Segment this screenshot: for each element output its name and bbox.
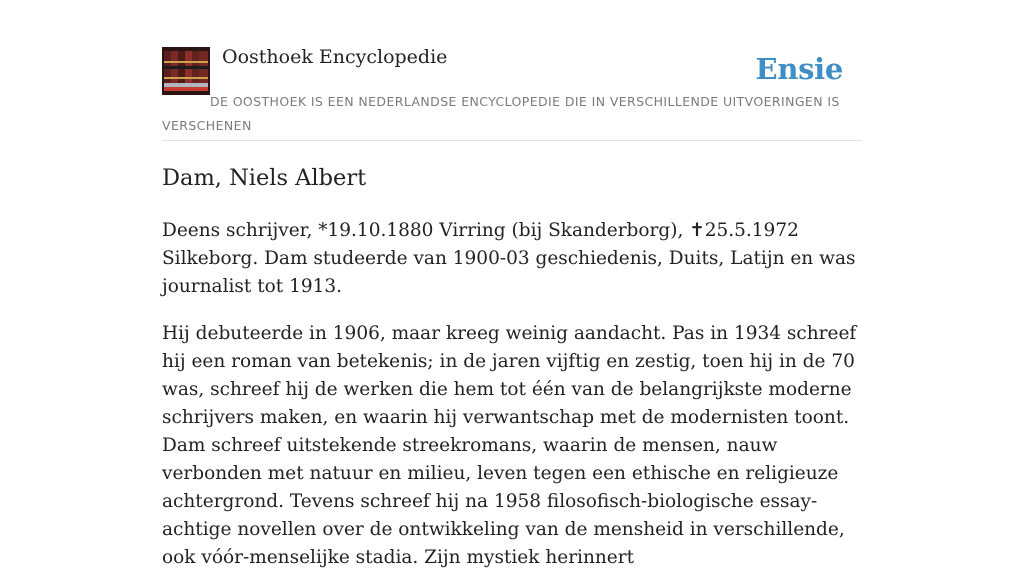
encyclopedia-avatar[interactable] <box>162 47 210 95</box>
site-tagline: DE OOSTHOEK IS EEN NEDERLANDSE ENCYCLOPEDIE DIE IN VERSCHILLENDE UITVOERINGEN IS VERSCHENEN <box>162 94 840 133</box>
article-paragraph: Deens schrijver, *19.10.1880 Virring (bij Skanderborg), ✝25.5.1972 Silkeborg. Dam studeerde van 1900-03 geschiedenis, Duits, Latijn en was journalist tot 1913. <box>162 220 856 297</box>
article-title: Dam, Niels Albert <box>162 165 367 191</box>
book-spines-icon <box>162 47 210 95</box>
article <box>162 160 867 572</box>
site-header <box>162 46 862 141</box>
site-name[interactable]: Oosthoek Encyclopedie <box>222 46 448 68</box>
article-paragraph: Hij debuteerde in 1906, maar kreeg weinig aandacht. Pas in 1934 schreef hij een roman van betekenis; in de jaren vijftig en zestig, toen hij in de 70 was, schreef hij de werken die hem tot één van de belangrijkste moderne schrijvers maken, en waarin hij verwantschap met de modernisten toont. Dam schreef uitstekende streekromans, waarin de mensen, nauw verbonden met natuur en milieu, leven tegen een ethische en religieuze achtergrond. Tevens schreef hij na 1958 filosofisch-biologische essay-achtige novellen over de ontwikkeling van de mensheid in verschillende, ook vóór-menselijke stadia. Zijn mystiek herinnert <box>162 323 857 568</box>
brand-logo[interactable]: Ensie <box>755 52 843 86</box>
